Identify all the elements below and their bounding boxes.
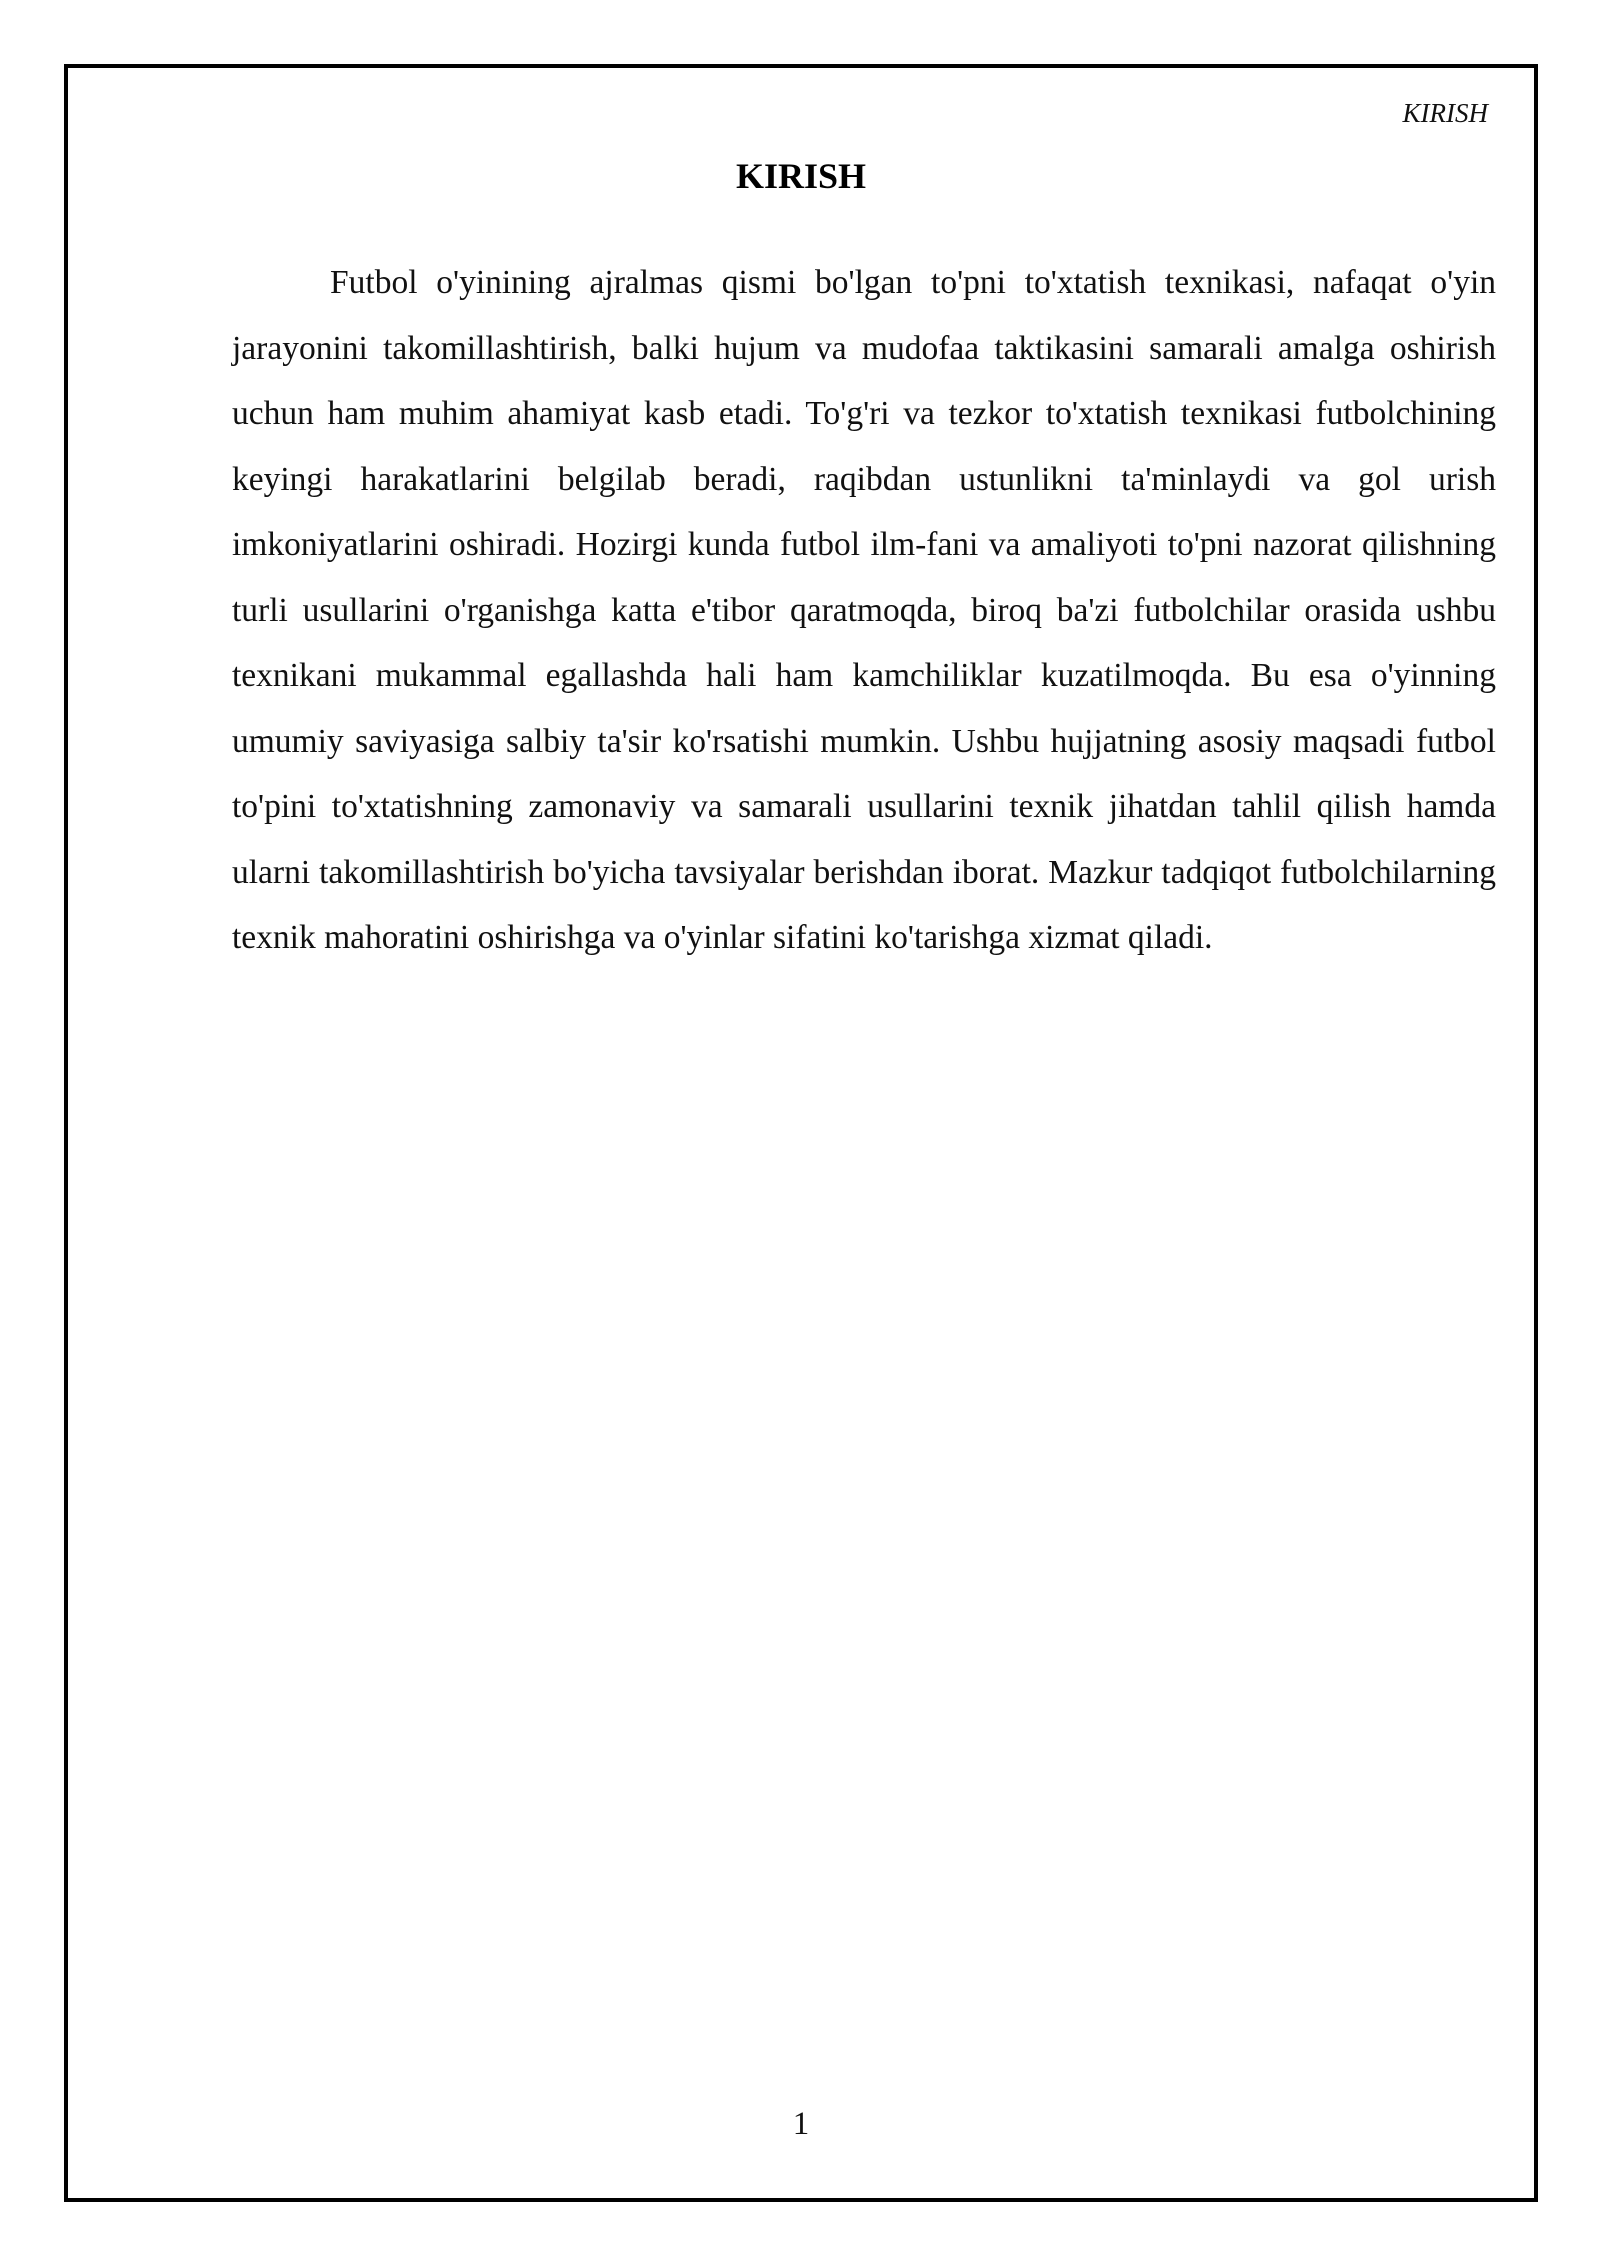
page-number: 1	[792, 2106, 810, 2142]
running-header: KIRISH	[1402, 98, 1488, 128]
section-heading: KIRISH	[735, 156, 867, 196]
page-border	[64, 64, 1538, 2202]
body-paragraph: Futbol o'yinining ajralmas qismi bo'lgan to'pni to'xtatish texnikasi, nafaqat o'yin jarayonini takomillashtirish, balki hujum va mudofaa taktikasini samarali amalga oshirish uchun ham muhim ahamiyat kasb etadi. To'g'ri va tezkor to'xtatish texnikasi futbolchining keyingi harakatlarini belgilab beradi, raqibdan ustunlikni ta'minlaydi va gol urish imkoniyatlarini oshiradi. Hozirgi kunda futbol ilm-fani va amaliyoti to'pni nazorat qilishning turli usullarini o'rganishga katta e'tibor qaratmoqda, biroq ba'zi futbolchilar orasida ushbu texnikani mukammal egallashda hali ham kamchiliklar kuzatilmoqda. Bu esa o'yinning umumiy saviyasiga salbiy ta'sir ko'rsatishi mumkin. Ushbu hujjatning asosiy maqsadi futbol to'pini to'xtatishning zamonaviy va samarali usullarini texnik jihatdan tahlil qilish hamda ularni takomillashtirish bo'yicha tavsiyalar berishdan iborat. Mazkur tadqiqot futbolchilarning texnik mahoratini oshirishga va o'yinlar sifatini ko'tarishga xizmat qiladi.	[232, 264, 1496, 956]
